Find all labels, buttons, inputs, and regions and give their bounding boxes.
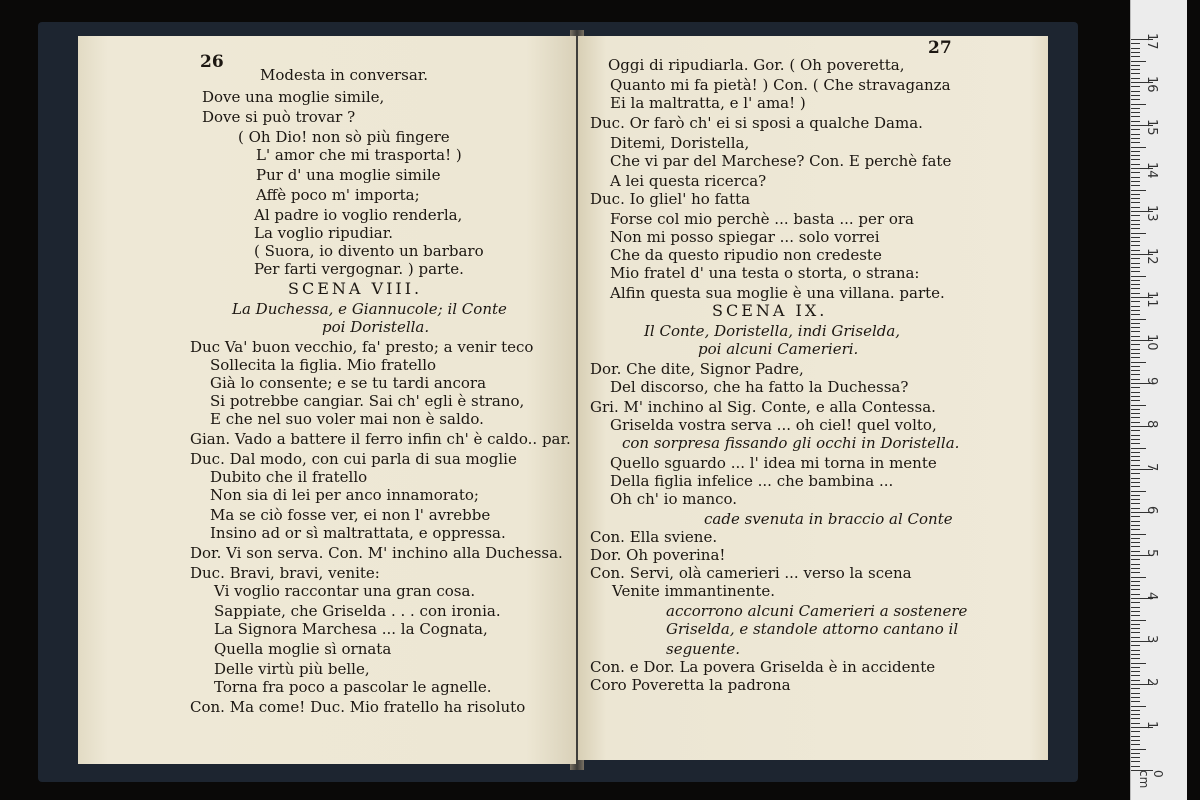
ruler-tick: [1131, 112, 1140, 113]
ruler-tick: [1131, 319, 1146, 320]
ruler-tick: [1131, 744, 1140, 745]
ruler-tick: [1131, 495, 1140, 496]
ruler-tick: [1131, 280, 1140, 281]
ruler-tick: [1131, 521, 1140, 522]
ruler-tick: [1131, 56, 1140, 57]
ruler-tick: [1131, 624, 1140, 625]
left-page-text-line: Non sia di lei per anco innamorato;: [210, 486, 479, 504]
left-page-text-line: Con. Ma come! Duc. Mio fratello ha risoluto: [190, 698, 526, 716]
ruler-tick: [1131, 52, 1140, 53]
ruler-tick: [1131, 121, 1140, 122]
ruler-tick: [1131, 615, 1140, 616]
left-page-text-line: ( Oh Dio! non sò più fingere: [238, 128, 450, 146]
ruler-tick: [1131, 331, 1140, 332]
left-page-text-line: poi Doristella.: [322, 318, 430, 336]
left-page-text-line: Per farti vergognar. ) parte.: [254, 260, 464, 278]
ruler-tick: [1131, 164, 1140, 165]
right-page-text-line: Oh ch' io manco.: [610, 490, 738, 508]
left-page-text-line: Duc. Dal modo, con cui parla di sua moglie: [190, 450, 517, 468]
right-page-text-line: Con. Servi, olà camerieri ... verso la scena: [590, 564, 912, 582]
ruler-tick: [1131, 486, 1140, 487]
ruler-tick: [1131, 456, 1140, 457]
right-page-text-line: Gri. M' inchino al Sig. Conte, e alla Contessa.: [590, 398, 936, 416]
ruler-tick: [1131, 628, 1140, 629]
left-page-text-line: L' amor che mi trasporta! ): [256, 146, 462, 164]
ruler-tick: [1131, 697, 1140, 698]
ruler-tick: [1131, 250, 1140, 251]
ruler-tick: [1131, 78, 1140, 79]
right-page-text-line: Venite immantinente.: [612, 582, 776, 600]
ruler-tick: [1131, 276, 1146, 277]
left-page-text-line: Affè poco m' importa;: [256, 186, 420, 204]
ruler-tick: [1131, 357, 1140, 358]
ruler-tick: [1131, 508, 1140, 509]
ruler-tick: [1131, 263, 1140, 264]
ruler-tick: [1131, 288, 1140, 289]
ruler-tick: [1131, 435, 1140, 436]
ruler-number: 4: [1144, 592, 1159, 601]
left-page-text-line: ( Suora, io divento un barbaro: [254, 242, 484, 260]
ruler-tick: [1131, 589, 1140, 590]
ruler-tick: [1131, 529, 1140, 530]
ruler-tick: [1131, 650, 1140, 651]
ruler-tick: [1131, 43, 1140, 44]
ruler-tick: [1131, 430, 1140, 431]
ruler-tick: [1131, 478, 1140, 479]
ruler-unit: 0 cm: [1137, 770, 1165, 789]
right-page-text-line: Non mi posso spiegar ... solo vorrei: [610, 228, 880, 246]
ruler-tick: [1131, 215, 1140, 216]
ruler-tick: [1131, 366, 1140, 367]
ruler-tick: [1131, 392, 1140, 393]
ruler-tick: [1131, 233, 1146, 234]
right-page-text-line: Della figlia infelice ... che bambina ...: [610, 472, 894, 490]
left-page-text-line: Pur d' una moglie simile: [256, 166, 441, 184]
ruler-tick: [1131, 594, 1140, 595]
ruler-tick: [1131, 142, 1140, 143]
ruler-tick: [1131, 602, 1140, 603]
ruler-tick: [1131, 301, 1140, 302]
ruler-tick: [1131, 306, 1140, 307]
ruler-tick: [1131, 731, 1140, 732]
ruler-tick: [1131, 667, 1140, 668]
ruler-tick: [1131, 327, 1140, 328]
ruler-tick: [1131, 61, 1146, 62]
ruler-tick: [1131, 658, 1140, 659]
right-page-text-line: Alfin questa sua moglie è una villana. parte.: [610, 284, 945, 302]
ruler-tick: [1131, 701, 1140, 702]
right-page-text-line: Il Conte, Doristella, indi Griselda,: [644, 322, 901, 340]
ruler-tick: [1131, 680, 1140, 681]
ruler-tick: [1131, 465, 1140, 466]
ruler-number: 14: [1144, 162, 1159, 179]
ruler-number: 6: [1144, 506, 1159, 515]
ruler-tick: [1131, 688, 1140, 689]
ruler-tick: [1131, 542, 1140, 543]
ruler-number: 12: [1144, 248, 1159, 265]
right-page-text-line: Ditemi, Doristella,: [610, 134, 750, 152]
right-page-text-line: cade svenuta in braccio al Conte: [704, 510, 953, 528]
right-page-text-line: con sorpresa fissando gli occhi in Doristella.: [622, 434, 960, 452]
ruler-tick: [1131, 538, 1140, 539]
ruler-tick: [1131, 293, 1140, 294]
right-page-text-line: Con. e Dor. La povera Griselda è in accidente: [590, 658, 936, 676]
ruler-tick: [1131, 237, 1140, 238]
right-page-text-line: Del discorso, che ha fatto la Duchessa?: [610, 378, 909, 396]
ruler-tick: [1131, 69, 1140, 70]
ruler-tick: [1131, 396, 1140, 397]
ruler-tick: [1131, 564, 1140, 565]
ruler-tick: [1131, 207, 1140, 208]
ruler-tick: [1131, 224, 1140, 225]
right-page-text-line: Ei la maltratta, e l' ama! ): [610, 94, 806, 112]
ruler-tick: [1131, 336, 1140, 337]
left-page-text-line: Si potrebbe cangiar. Sai ch' egli è strano,: [210, 392, 525, 410]
ruler-tick: [1131, 422, 1140, 423]
left-page-text-line: Quella moglie sì ornata: [214, 640, 392, 658]
left-page-text-line: Delle virtù più belle,: [214, 660, 370, 678]
ruler-tick: [1131, 400, 1140, 401]
ruler-tick: [1131, 443, 1140, 444]
ruler-tick: [1131, 452, 1140, 453]
left-page-text-line: Dor. Vi son serva. Con. M' inchino alla Duchessa.: [190, 544, 563, 562]
ruler-tick: [1131, 448, 1146, 449]
right-page-text-line: Che vi par del Marchese? Con. E perchè fate: [610, 152, 952, 170]
ruler-tick: [1131, 387, 1140, 388]
left-page-text-line: Dove si può trovar ?: [202, 108, 356, 126]
ruler-tick: [1131, 73, 1140, 74]
left-page-text-line: Al padre io voglio renderla,: [254, 206, 463, 224]
right-page-text-line: Coro Poveretta la padrona: [590, 676, 791, 694]
left-page-text-line: Insino ad or sì maltrattata, e oppressa.: [210, 524, 506, 542]
ruler-tick: [1131, 706, 1146, 707]
right-page-text-line: seguente.: [666, 640, 741, 658]
ruler-tick: [1131, 714, 1140, 715]
right-page-text-line: Forse col mio perchè ... basta ... per ora: [610, 210, 914, 228]
ruler-tick: [1131, 577, 1146, 578]
ruler-tick: [1131, 525, 1140, 526]
left-page-text-line: Duc. Bravi, bravi, venite:: [190, 564, 380, 582]
left-page-text-line: Duc Va' buon vecchio, fa' presto; a venir teco: [190, 338, 534, 356]
ruler-tick: [1131, 323, 1140, 324]
ruler-tick: [1131, 370, 1140, 371]
ruler-tick: [1131, 585, 1140, 586]
right-page-text-line: accorrono alcuni Camerieri a sostenere: [666, 602, 968, 620]
ruler-tick: [1131, 138, 1140, 139]
ruler-tick: [1131, 620, 1146, 621]
right-page-text-line: Mio fratel d' una testa o storta, o strana:: [610, 264, 920, 282]
ruler-tick: [1131, 284, 1140, 285]
right-page-text-line: Duc. Or farò ch' ei si sposi a qualche Dama.: [590, 114, 923, 132]
left-page-text-line: Modesta in conversar.: [260, 66, 429, 84]
ruler-tick: [1131, 129, 1140, 130]
ruler-tick: [1131, 491, 1146, 492]
left-page-text-line: Torna fra poco a pascolar le agnelle.: [214, 678, 492, 696]
ruler-tick: [1131, 349, 1140, 350]
right-page-text-line: Oggi di ripudiarla. Gor. ( Oh poveretta,: [608, 56, 905, 74]
ruler-tick: [1131, 753, 1140, 754]
ruler-number: 13: [1144, 205, 1159, 222]
ruler-number: 16: [1144, 76, 1159, 93]
right-page-text-line: SCENA IX.: [712, 301, 828, 320]
right-page-text-line: Dor. Oh poverina!: [590, 546, 726, 564]
ruler-tick: [1131, 740, 1140, 741]
ruler-tick: [1131, 116, 1140, 117]
ruler-tick: [1131, 86, 1140, 87]
ruler-tick: [1131, 460, 1140, 461]
ruler-number: 10: [1144, 334, 1159, 351]
ruler-tick: [1131, 654, 1140, 655]
ruler-tick: [1131, 637, 1140, 638]
ruler-tick: [1131, 190, 1146, 191]
ruler-tick: [1131, 766, 1140, 767]
left-page-text-line: E che nel suo voler mai non è saldo.: [210, 410, 484, 428]
ruler-tick: [1131, 568, 1140, 569]
ruler-tick: [1131, 503, 1140, 504]
ruler-tick: [1131, 611, 1140, 612]
ruler-tick: [1131, 241, 1140, 242]
left-page-text-line: La Signora Marchesa ... la Cognata,: [214, 620, 488, 638]
ruler-tick: [1131, 151, 1140, 152]
right-page-text-line: Dor. Che dite, Signor Padre,: [590, 360, 804, 378]
ruler-tick: [1131, 314, 1140, 315]
ruler-number: 11: [1144, 291, 1159, 308]
ruler-tick: [1131, 473, 1140, 474]
ruler-number: 3: [1144, 635, 1159, 644]
ruler-tick: [1131, 534, 1146, 535]
ruler-number: 2: [1144, 678, 1159, 687]
ruler-tick: [1131, 675, 1140, 676]
left-page-text-line: Sollecita la figlia. Mio fratello: [210, 356, 437, 374]
left-page-text-line: La voglio ripudiar.: [254, 224, 394, 242]
right-page-text-line: Che da questo ripudio non credeste: [610, 246, 882, 264]
ruler-tick: [1131, 736, 1140, 737]
left-page: [78, 36, 576, 764]
ruler-tick: [1131, 271, 1140, 272]
ruler-tick: [1131, 65, 1140, 66]
ruler-tick: [1131, 723, 1140, 724]
right-page-text-line: Con. Ella sviene.: [590, 528, 718, 546]
ruler-tick: [1131, 155, 1140, 156]
ruler-tick: [1131, 757, 1140, 758]
ruler-tick: [1131, 607, 1140, 608]
ruler-tick: [1131, 559, 1140, 560]
ruler-tick: [1131, 413, 1140, 414]
ruler-tick: [1131, 267, 1140, 268]
ruler-tick: [1131, 405, 1146, 406]
ruler-tick: [1131, 159, 1140, 160]
right-page-text-line: poi alcuni Camerieri.: [698, 340, 859, 358]
ruler-tick: [1131, 202, 1140, 203]
ruler-tick: [1131, 718, 1140, 719]
left-page-text-line: SCENA VIII.: [288, 279, 423, 298]
ruler-tick: [1131, 134, 1140, 135]
left-page-text-line: Sappiate, che Griselda . . . con ironia.: [214, 602, 501, 620]
ruler-tick: [1131, 172, 1140, 173]
ruler-tick: [1131, 362, 1146, 363]
ruler-tick: [1131, 91, 1140, 92]
ruler-tick: [1131, 185, 1140, 186]
left-page-text-line: Vi voglio raccontar una gran cosa.: [214, 582, 476, 600]
ruler-tick: [1131, 181, 1140, 182]
right-page-text-line: Griselda, e standole attorno cantano il: [666, 620, 959, 638]
ruler-tick: [1131, 48, 1140, 49]
right-page-text-line: Duc. Io gliel' ho fatta: [590, 190, 751, 208]
ruler-tick: [1131, 258, 1140, 259]
ruler-tick: [1131, 310, 1140, 311]
ruler-tick: [1131, 663, 1146, 664]
ruler-tick: [1131, 645, 1140, 646]
ruler-tick: [1131, 99, 1140, 100]
right-page-text-line: Quanto mi fa pietà! ) Con. ( Che stravaganza: [610, 76, 951, 94]
left-page-text-line: La Duchessa, e Giannucole; il Conte: [232, 300, 507, 318]
ruler-tick: [1131, 344, 1140, 345]
ruler-tick: [1131, 104, 1146, 105]
ruler-tick: [1131, 147, 1146, 148]
right-page-text-line: Griselda vostra serva ... oh ciel! quel volto,: [610, 416, 937, 434]
ruler-tick: [1131, 417, 1140, 418]
right-page-text-line: A lei questa ricerca?: [610, 172, 767, 190]
ruler-number: 17: [1144, 33, 1159, 50]
ruler-tick: [1131, 228, 1140, 229]
ruler-tick: [1131, 374, 1140, 375]
ruler-tick: [1131, 581, 1140, 582]
ruler-tick: [1131, 353, 1140, 354]
left-page-text-line: Gian. Vado a battere il ferro infin ch' è caldo.. par.: [190, 430, 571, 448]
ruler-tick: [1131, 632, 1140, 633]
ruler-number: 5: [1144, 549, 1159, 558]
ruler-tick: [1131, 551, 1140, 552]
ruler-tick: [1131, 194, 1140, 195]
left-page-text-line: Dove una moglie simile,: [202, 88, 385, 106]
ruler-tick: [1131, 749, 1146, 750]
ruler-tick: [1131, 409, 1140, 410]
page-number-left: 26: [200, 52, 224, 72]
ruler-tick: [1131, 220, 1140, 221]
ruler-tick: [1131, 482, 1140, 483]
ruler-number: 7: [1144, 463, 1159, 472]
page-number-right: 27: [928, 38, 952, 58]
ruler-tick: [1131, 546, 1140, 547]
ruler-tick: [1131, 693, 1140, 694]
ruler-number: 8: [1144, 420, 1159, 429]
ruler-tick: [1131, 245, 1140, 246]
right-page-text-line: Quello sguardo ... l' idea mi torna in mente: [610, 454, 937, 472]
ruler-tick: [1131, 439, 1140, 440]
ruler-tick: [1131, 177, 1140, 178]
ruler-number: 9: [1144, 377, 1159, 386]
ruler-number: 1: [1144, 721, 1159, 730]
ruler-tick: [1131, 379, 1140, 380]
ruler-number: 15: [1144, 119, 1159, 136]
left-page-text-line: Dubito che il fratello: [210, 468, 368, 486]
measuring-ruler: [1130, 0, 1187, 800]
left-page-text-line: Già lo consente; e se tu tardi ancora: [210, 374, 487, 392]
ruler-tick: [1131, 108, 1140, 109]
left-page-text-line: Ma se ciò fosse ver, ei non l' avrebbe: [210, 506, 491, 524]
ruler-tick: [1131, 516, 1140, 517]
ruler-tick: [1131, 572, 1140, 573]
right-page: [578, 36, 1048, 760]
ruler-tick: [1131, 710, 1140, 711]
ruler-tick: [1131, 198, 1140, 199]
ruler-tick: [1131, 761, 1140, 762]
ruler-tick: [1131, 95, 1140, 96]
ruler-tick: [1131, 671, 1140, 672]
ruler-tick: [1131, 499, 1140, 500]
